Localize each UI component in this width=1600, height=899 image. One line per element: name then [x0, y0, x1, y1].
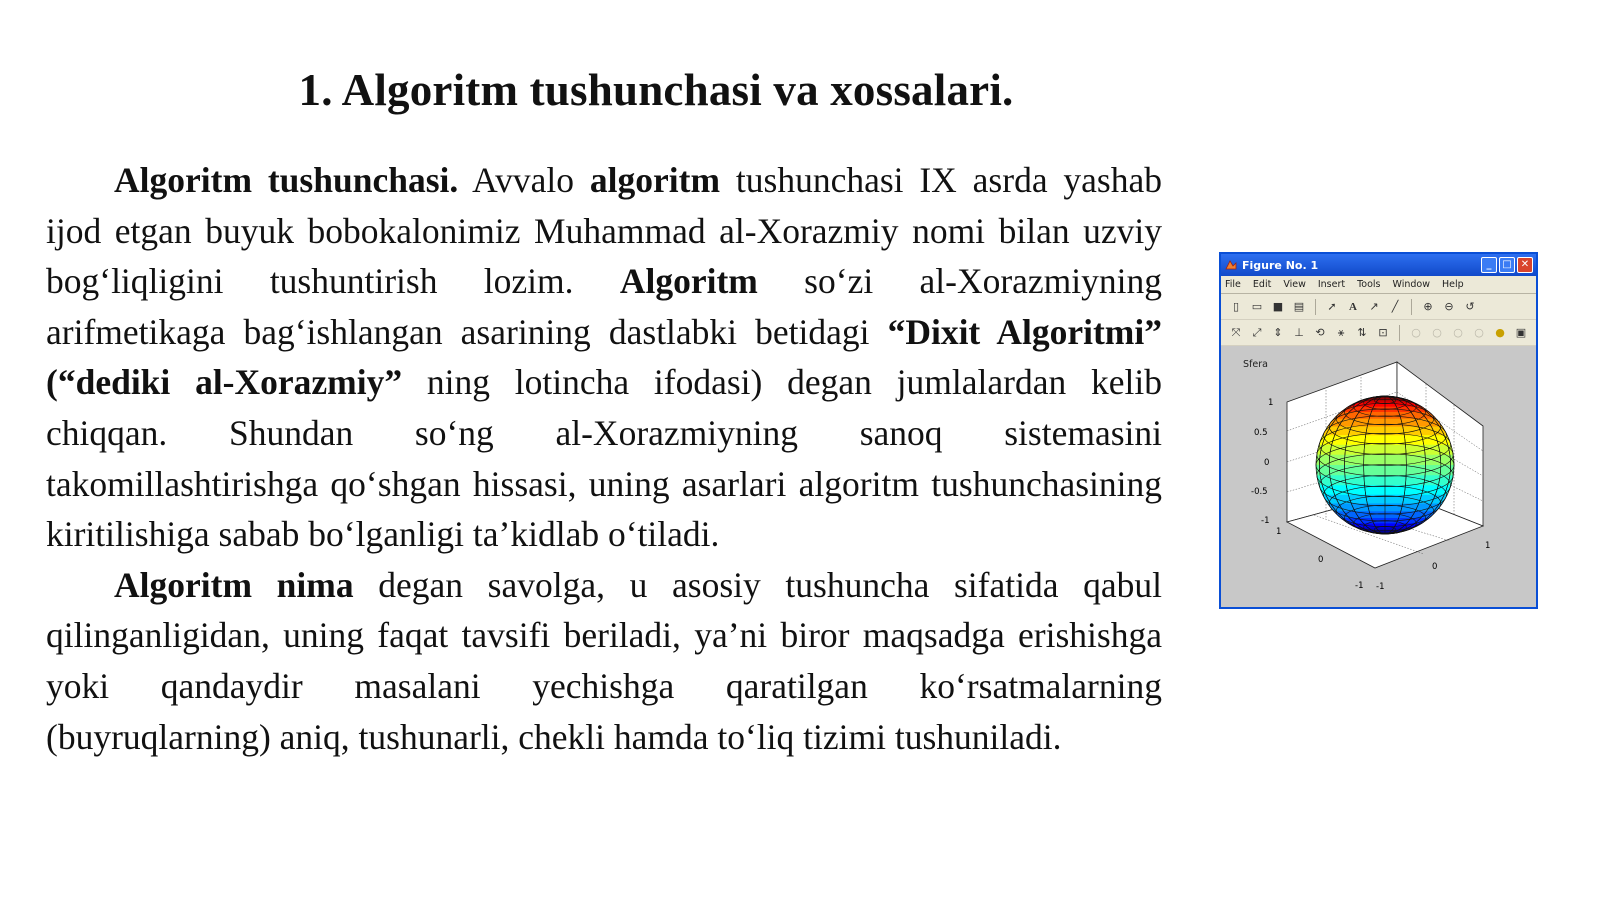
figure-titlebar: [1221, 254, 1536, 276]
new-file-icon[interactable]: ▯: [1232, 300, 1240, 313]
slide-title: 1. Algoritm tushunchasi va xossalari.: [298, 65, 1014, 115]
zoom-out-icon[interactable]: ⊖: [1444, 300, 1454, 313]
quote-dixit-algoritmi: “Dixit Algoritmi” (“dediki al-Xorazmiy”: [46, 311, 1162, 403]
camera-dolly-icon[interactable]: ⇕: [1273, 326, 1283, 339]
rotate-icon[interactable]: ↺: [1465, 300, 1475, 313]
light-orbit-icon[interactable]: ⚹: [1337, 325, 1345, 339]
pointer-icon[interactable]: ➚: [1327, 300, 1337, 313]
figure-menubar: [1221, 276, 1536, 294]
y-tick-label: 1: [1485, 541, 1491, 551]
paragraph-1: [46, 155, 1162, 560]
toolbar-separator: [1315, 299, 1316, 315]
figure-toolbar-2: [1221, 320, 1536, 346]
axis-x-icon[interactable]: ○: [1411, 326, 1421, 339]
paragraph-2: [46, 560, 1162, 762]
sphere-plot: [1221, 346, 1536, 607]
term-algoritm-tushunchasi: Algoritm tushunchasi.: [114, 160, 459, 200]
menu-file[interactable]: File: [1225, 279, 1241, 290]
close-icon[interactable]: ✕: [1517, 257, 1533, 273]
plot-title: Sfera: [1243, 359, 1268, 370]
figure-canvas: [1221, 346, 1536, 607]
zoom-in-icon[interactable]: ⊕: [1423, 300, 1433, 313]
para2-text1: degan savolga, u asosiy tushuncha sifatida qabul qilinganligidan, uning faqat tavsifi beriladi, ya’ni biror maqsadga erishishga yoki qandaydir masalani yechishga qaratilgan ko‘rsatmalarning (buyruqlarning) aniq, tushunarli, chekli hamda to‘liq tizimi tushuniladi.: [46, 564, 1162, 757]
matlab-figure-window: [1219, 252, 1538, 609]
body-text: [46, 155, 1162, 762]
term-algoritm-nima: Algoritm nima: [114, 564, 354, 605]
print-icon[interactable]: ▤: [1293, 300, 1305, 313]
toolbar-separator: [1399, 325, 1400, 341]
menu-tools[interactable]: Tools: [1357, 279, 1381, 290]
open-folder-icon[interactable]: ▭: [1251, 300, 1263, 313]
lightbulb-icon[interactable]: ●: [1495, 326, 1505, 339]
term-algoritm-2: Algoritm: [619, 261, 758, 302]
camera-zoom-icon[interactable]: ⊥: [1294, 326, 1304, 339]
para1-text1: Avvalo: [458, 160, 590, 200]
box-icon[interactable]: ▣: [1515, 326, 1527, 339]
axis-y-icon[interactable]: ○: [1432, 326, 1442, 339]
term-algoritm: algoritm: [589, 160, 721, 200]
menu-edit[interactable]: Edit: [1252, 279, 1272, 290]
z-tick-label: -1: [1261, 516, 1270, 526]
x-tick-label: 0: [1318, 555, 1324, 565]
para1-text3: so‘zi al-Xorazmiyning arifmetikaga bag‘ishlangan asarining dastlabki betidagi: [46, 261, 1163, 352]
z-tick-label: 0.5: [1254, 428, 1268, 438]
y-tick-label: -1: [1376, 582, 1385, 592]
x-tick-label: 1: [1276, 527, 1282, 537]
camera-roll-icon[interactable]: ⟲: [1315, 326, 1325, 339]
minimize-icon[interactable]: _: [1481, 257, 1497, 273]
para1-text4: ning lotincha ifodasi) degan jumlalardan kelib chiqqan. Shundan so‘ng al-Xorazmiyning sanoq sistemasini takomillashtirishga qo‘shgan hissasi, uning asarlari algoritm tushunchasining kiritilishiga sabab bo‘lganligi ta’kidlab o‘tiladi.: [46, 362, 1162, 555]
menu-view[interactable]: View: [1283, 279, 1306, 290]
figure-window-title: Figure No. 1: [1242, 258, 1319, 272]
camera-orbit-icon[interactable]: ⤧: [1231, 325, 1241, 339]
z-tick-label: 0: [1264, 458, 1270, 468]
matlab-logo-icon: [1225, 259, 1237, 271]
para1-text2: tushunchasi IX asrda yashab ijod etgan buyuk bobokalonimiz Muhammad al-Xorazmiy nomi bilan uzviy bog‘liqligini tushuntirish lozim.: [46, 160, 1162, 302]
menu-window[interactable]: Window: [1392, 279, 1430, 290]
camera-pan-icon[interactable]: ⤢: [1252, 325, 1262, 339]
no-principal-axis-icon[interactable]: ○: [1474, 326, 1484, 339]
x-tick-label: -1: [1355, 581, 1364, 591]
insert-text-icon[interactable]: A: [1349, 300, 1357, 313]
save-icon[interactable]: ■: [1272, 300, 1284, 313]
axis-z-icon[interactable]: ○: [1453, 326, 1463, 339]
toolbar-separator: [1411, 299, 1412, 315]
z-tick-label: 1: [1268, 398, 1274, 408]
menu-insert[interactable]: Insert: [1317, 279, 1346, 290]
camera-reset-icon[interactable]: ⊡: [1378, 326, 1388, 339]
menu-help[interactable]: Help: [1441, 279, 1464, 290]
arrow-icon[interactable]: ↗: [1369, 300, 1379, 313]
y-tick-label: 0: [1432, 562, 1438, 572]
z-tick-label: -0.5: [1251, 487, 1268, 497]
line-icon[interactable]: ╱: [1391, 300, 1399, 313]
figure-toolbar-1: [1221, 294, 1536, 320]
maximize-icon[interactable]: □: [1499, 257, 1515, 273]
camera-walk-icon[interactable]: ⇅: [1357, 326, 1367, 339]
